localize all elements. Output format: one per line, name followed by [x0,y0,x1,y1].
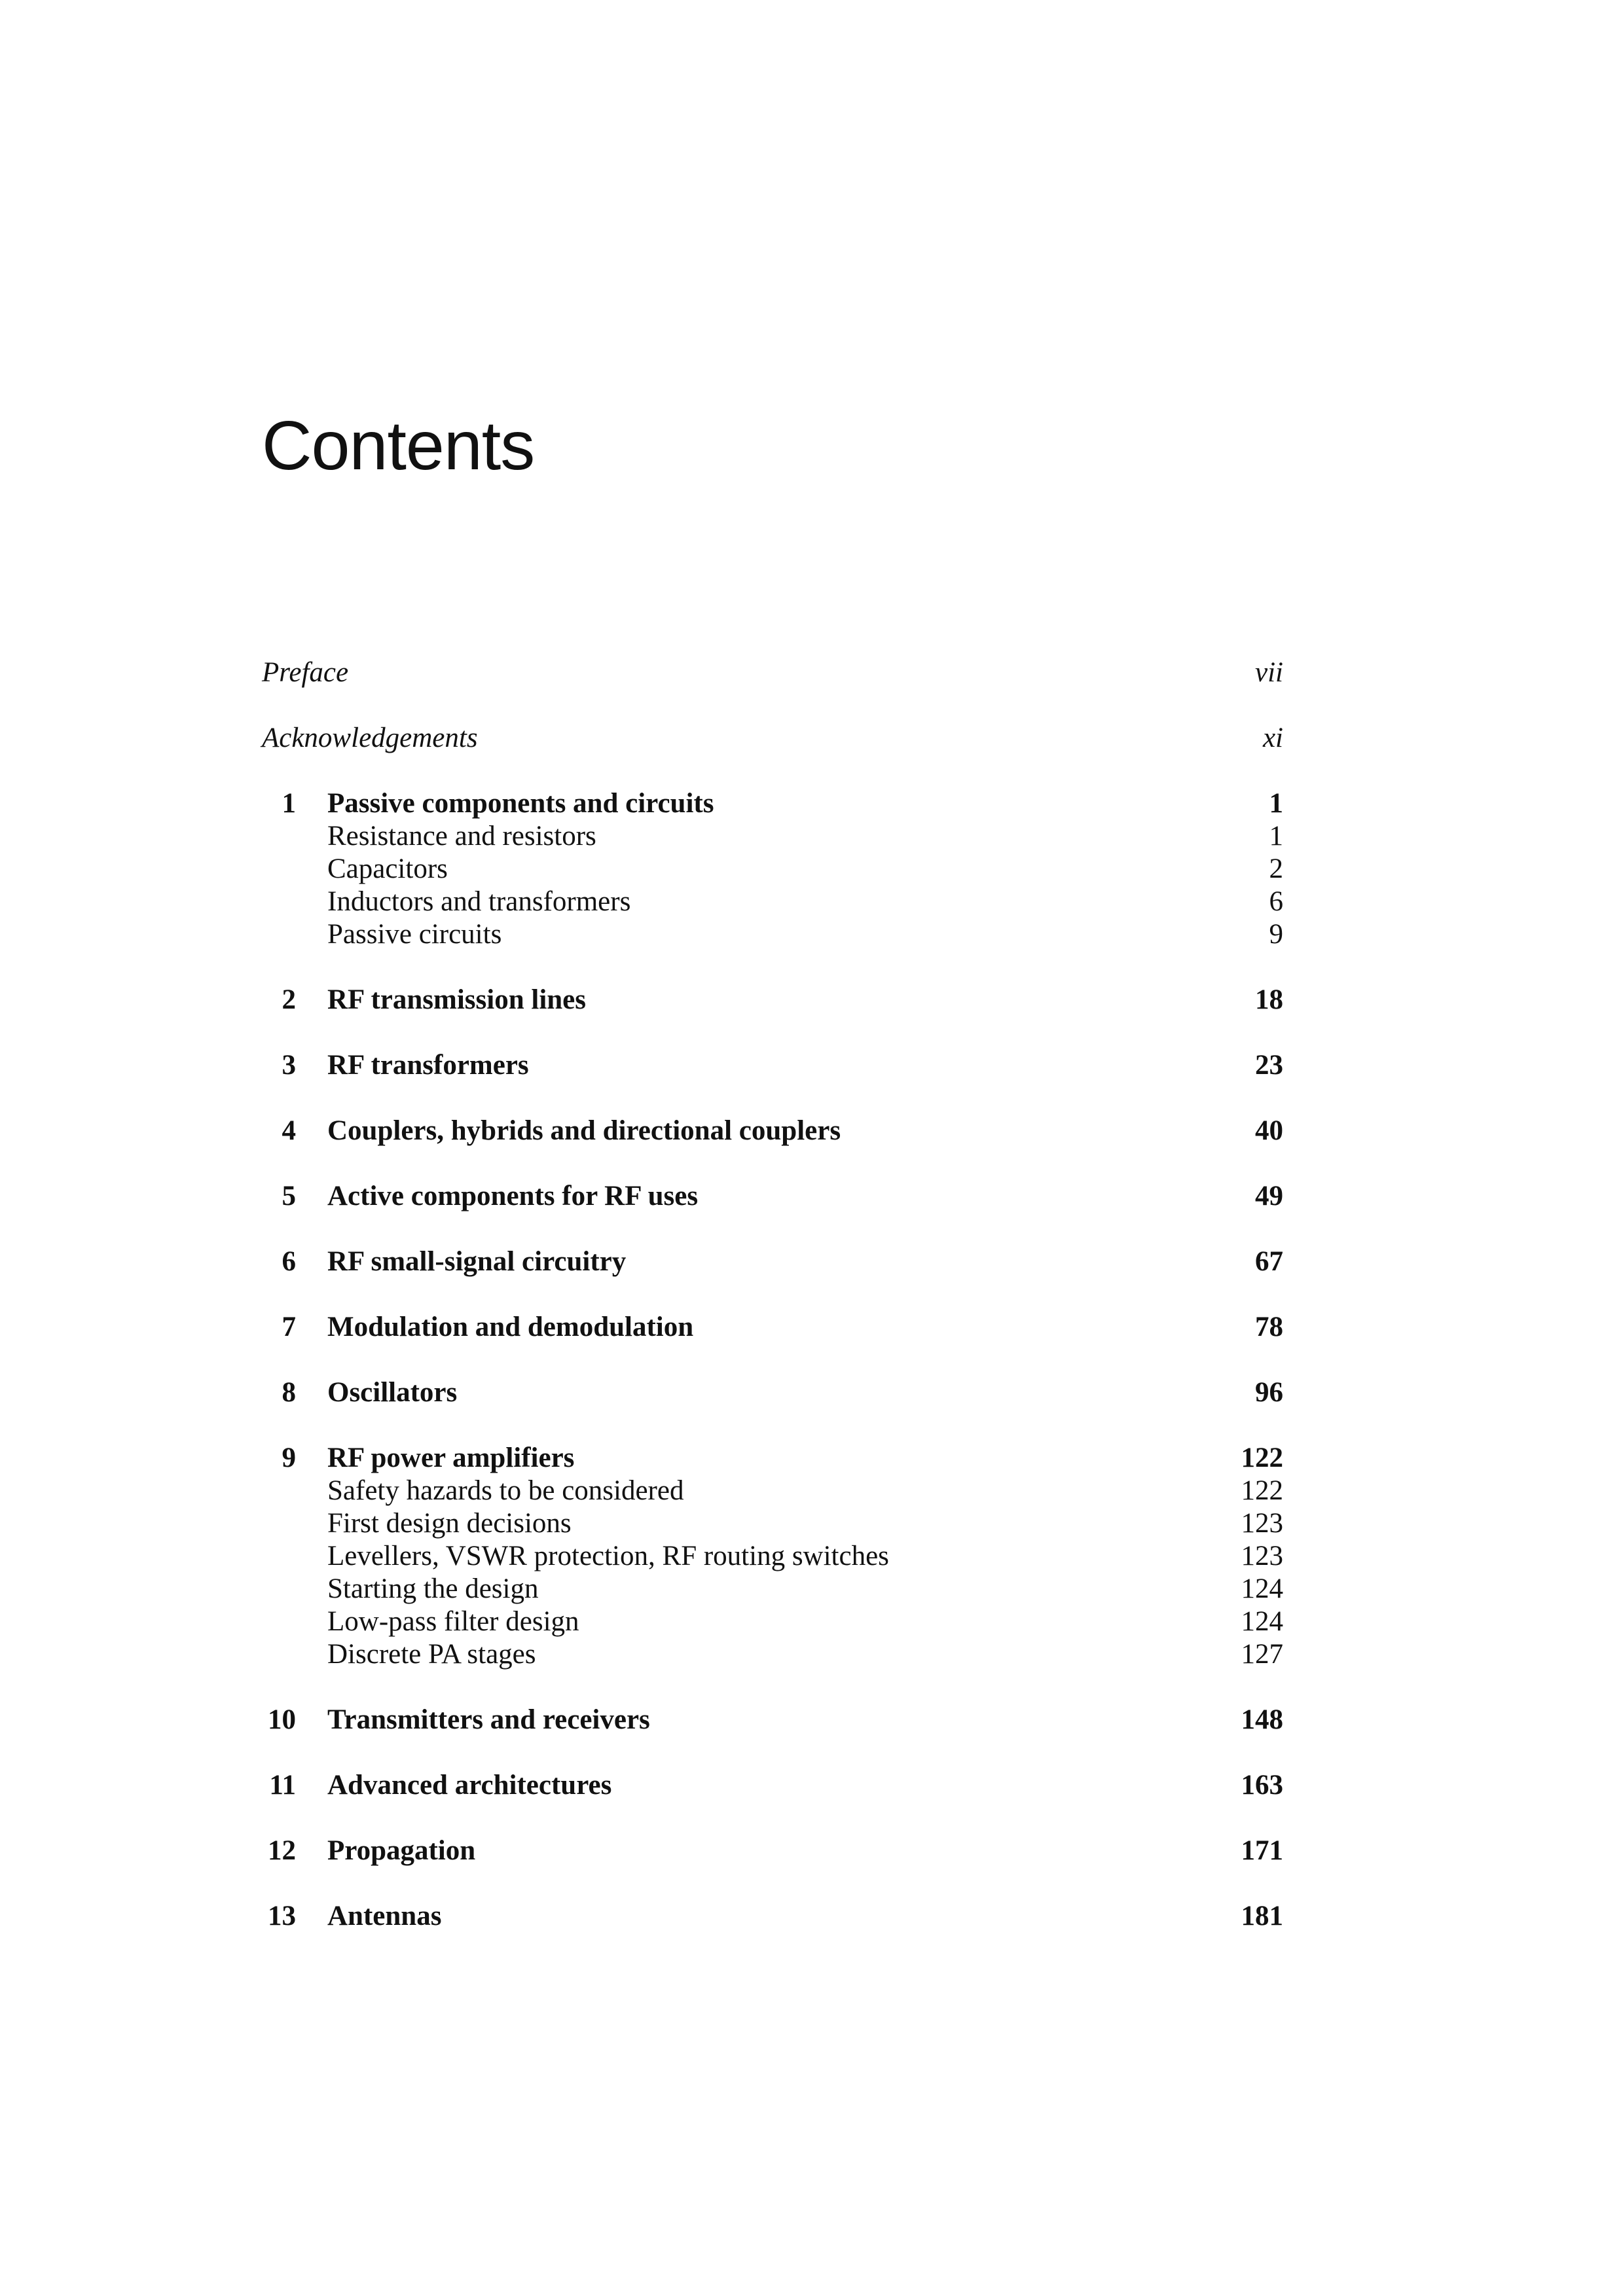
page-number: 49 [1255,1181,1283,1211]
chapter-number: 8 [282,1377,296,1408]
page-number: 23 [1255,1050,1283,1081]
page-number: 127 [1241,1639,1283,1670]
toc-front-matter-entry[interactable] [262,656,1283,689]
page-number: 1 [1269,788,1283,819]
entry-title: Transmitters and receivers [327,1704,650,1735]
chapter-number: 1 [282,788,296,819]
page-number: 96 [1255,1377,1283,1408]
chapter-number: 12 [268,1835,296,1866]
toc-section-entry[interactable] [262,1507,1283,1540]
page-number: 78 [1255,1312,1283,1342]
toc-section-entry[interactable] [262,918,1283,951]
page-number: 1 [1269,821,1283,852]
page-number: 9 [1269,919,1283,950]
page-number: 2 [1269,853,1283,884]
toc-chapter-entry[interactable] [262,1704,1283,1736]
chapter-number: 5 [282,1181,296,1211]
page-number: 67 [1255,1246,1283,1277]
entry-title: RF power amplifiers [327,1443,575,1473]
entry-title: RF transformers [327,1050,529,1081]
page-number: 123 [1241,1541,1283,1571]
toc-chapter-entry[interactable] [262,1311,1283,1344]
entry-title: RF transmission lines [327,984,586,1015]
entry-title: RF small-signal circuitry [327,1246,627,1277]
page-number: 163 [1241,1770,1283,1801]
entry-title: Antennas [327,1901,442,1931]
toc-chapter-entry[interactable] [262,1376,1283,1409]
chapter-number: 3 [282,1050,296,1081]
toc-chapter-entry[interactable] [262,1769,1283,1802]
page-number: 18 [1255,984,1283,1015]
page-number: 122 [1241,1443,1283,1473]
toc-section-entry[interactable] [262,820,1283,853]
toc-section-entry[interactable] [262,886,1283,918]
entry-title: First design decisions [327,1508,572,1539]
toc-chapter-entry[interactable] [262,1442,1283,1475]
toc-section-entry[interactable] [262,1540,1283,1573]
toc-chapter-entry[interactable] [262,1049,1283,1082]
chapter-number: 10 [268,1704,296,1735]
page-number: 181 [1241,1901,1283,1931]
entry-title: Passive circuits [327,919,502,950]
toc-chapter-entry[interactable] [262,984,1283,1016]
toc-section-entry[interactable] [262,1605,1283,1638]
entry-title: Starting the design [327,1573,539,1604]
page-number: 124 [1241,1573,1283,1604]
page-number: 148 [1241,1704,1283,1735]
entry-title: Safety hazards to be considered [327,1475,684,1506]
entry-title: Active components for RF uses [327,1181,699,1211]
entry-title: Resistance and resistors [327,821,596,852]
toc-front-matter-entry[interactable] [262,722,1283,755]
chapter-number: 2 [282,984,296,1015]
page-number: 171 [1241,1835,1283,1866]
toc-chapter-entry[interactable] [262,1900,1283,1933]
toc-chapter-entry[interactable] [262,787,1283,820]
entry-title: Passive components and circuits [327,788,714,819]
toc-chapter-entry[interactable] [262,1246,1283,1278]
page-number: 6 [1269,886,1283,917]
page-number: 40 [1255,1115,1283,1146]
entry-title: Levellers, VSWR protection, RF routing switches [327,1541,889,1571]
table-of-contents [262,656,1283,1933]
toc-section-entry[interactable] [262,1475,1283,1507]
chapter-number: 6 [282,1246,296,1277]
chapter-number: 9 [282,1443,296,1473]
page-number: 123 [1241,1508,1283,1539]
entry-title: Advanced architectures [327,1770,612,1801]
page-number: vii [1255,657,1283,688]
entry-title: Acknowledgements [262,723,478,753]
chapter-number: 11 [269,1770,296,1801]
page-number: 122 [1241,1475,1283,1506]
entry-title: Couplers, hybrids and directional couplers [327,1115,841,1146]
page-title: Contents [262,407,535,484]
entry-title: Modulation and demodulation [327,1312,694,1342]
toc-section-entry[interactable] [262,1573,1283,1605]
chapter-number: 13 [268,1901,296,1931]
entry-title: Preface [262,657,349,688]
toc-section-entry[interactable] [262,853,1283,886]
entry-title: Discrete PA stages [327,1639,536,1670]
toc-chapter-entry[interactable] [262,1835,1283,1867]
entry-title: Propagation [327,1835,476,1866]
page-number: xi [1262,723,1283,753]
entry-title: Inductors and transformers [327,886,631,917]
chapter-number: 4 [282,1115,296,1146]
entry-title: Oscillators [327,1377,458,1408]
entry-title: Capacitors [327,853,448,884]
toc-section-entry[interactable] [262,1638,1283,1671]
page-number: 124 [1241,1606,1283,1637]
chapter-number: 7 [282,1312,296,1342]
entry-title: Low-pass filter design [327,1606,579,1637]
toc-chapter-entry[interactable] [262,1180,1283,1213]
toc-chapter-entry[interactable] [262,1115,1283,1147]
